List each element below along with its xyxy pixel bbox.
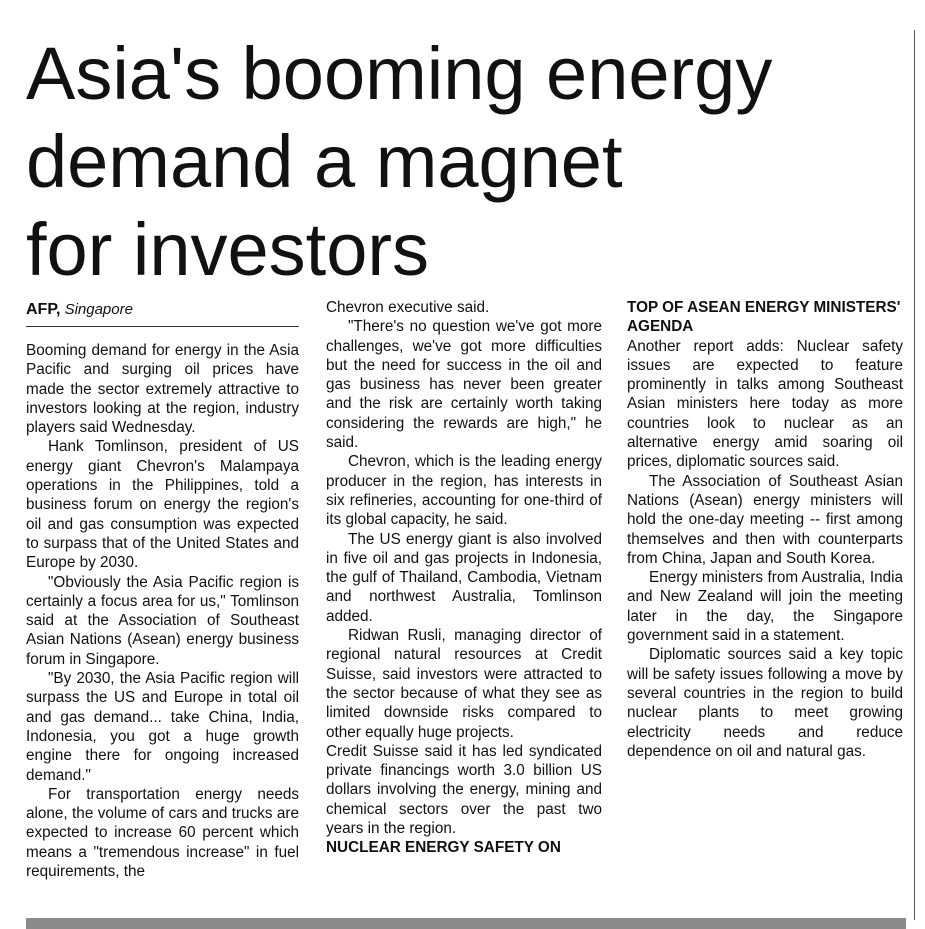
byline-agency: AFP, [26,301,61,318]
paragraph: "There's no question we've got more challenges, we've got more difficulties but the need for success in the oil and gas business has never been greater and the risk are certainly worth taking considering the rewards are high," he said. [326,318,602,452]
paragraph: Chevron executive said. [326,299,490,316]
column-rule [914,30,915,920]
subhead: TOP OF ASEAN ENERGY MINISTERS' AGENDA [627,299,901,336]
paragraph: Chevron, which is the leading energy producer in the region, has interests in six refineries, accounting for one-third of its global capacity, he said. [326,453,602,529]
byline-location: Singapore [64,301,133,318]
article-column-3 [627,298,903,761]
byline [26,300,299,327]
paragraph: "By 2030, the Asia Pacific region will surpass the US and Europe in total oil and gas demand... take China, India, Indonesia, you got a huge growth engine there for ongoing increased demand." [26,670,299,784]
paragraph: Ridwan Rusli, managing director of regional natural resources at Credit Suisse, said investors were attracted to the sector because of what they see as limited downside risks compared to other equally huge projects. [326,627,602,741]
headline [26,30,906,294]
paragraph: Diplomatic sources said a key topic will be safety issues following a move by several countries in the region to build nuclear plants to meet growing electricity needs and reduce dependence on oil and natural gas. [627,646,903,760]
bottom-rule [26,918,906,929]
subhead: NUCLEAR ENERGY SAFETY ON [326,839,561,857]
paragraph: "Obviously the Asia Pacific region is certainly a focus area for us," Tomlinson said at the Association of Southeast Asian Nations (Asean) energy business forum in Singapore. [26,573,299,668]
headline-line-3: for investors [26,208,430,291]
paragraph: For transportation energy needs alone, the volume of cars and trucks are expected to increase 60 percent which means a "tremendous increase" in fuel requirements, the [26,785,299,881]
headline-line-2: demand a magnet [26,120,623,203]
headline-line-1: Asia's booming energy [26,32,773,115]
paragraph: Booming demand for energy in the Asia Pacific and surging oil prices have made the sector extremely attractive to investors looking at the region, industry players said Wednesday. [26,342,299,437]
paragraph: Energy ministers from Australia, India and New Zealand will join the meeting later in the day, the Singapore government said in a statement. [627,569,903,645]
paragraph: The US energy giant is also involved in five oil and gas projects in Indonesia, the gulf of Thailand, Cambodia, Vietnam and northwest Australia, Tomlinson added. [326,530,602,625]
paragraph: Credit Suisse said it has led syndicated private financings worth 3.0 billion US dollars involving the energy, mining and chemical sectors over the past two years in the region. [326,742,602,838]
article-column-2 [326,298,602,858]
paragraph: The Association of Southeast Asian Nations (Asean) energy ministers will hold the one-day meeting -- first among themselves and then with counterparts from China, Japan and South Korea. [627,472,903,567]
paragraph: Hank Tomlinson, president of US energy giant Chevron's Malampaya operations in the Philippines, told a business forum on energy the region's oil and gas consumption was expected to surpass that of the United States and Europe by 2030. [26,438,299,572]
paragraph: Another report adds: Nuclear safety issues are expected to feature prominently in talks among Southeast Asian ministers here today as more countries look to nuclear as an alternative energy amid soaring oil prices, diplomatic sources said. [627,337,903,471]
article-column-1 [26,341,299,881]
